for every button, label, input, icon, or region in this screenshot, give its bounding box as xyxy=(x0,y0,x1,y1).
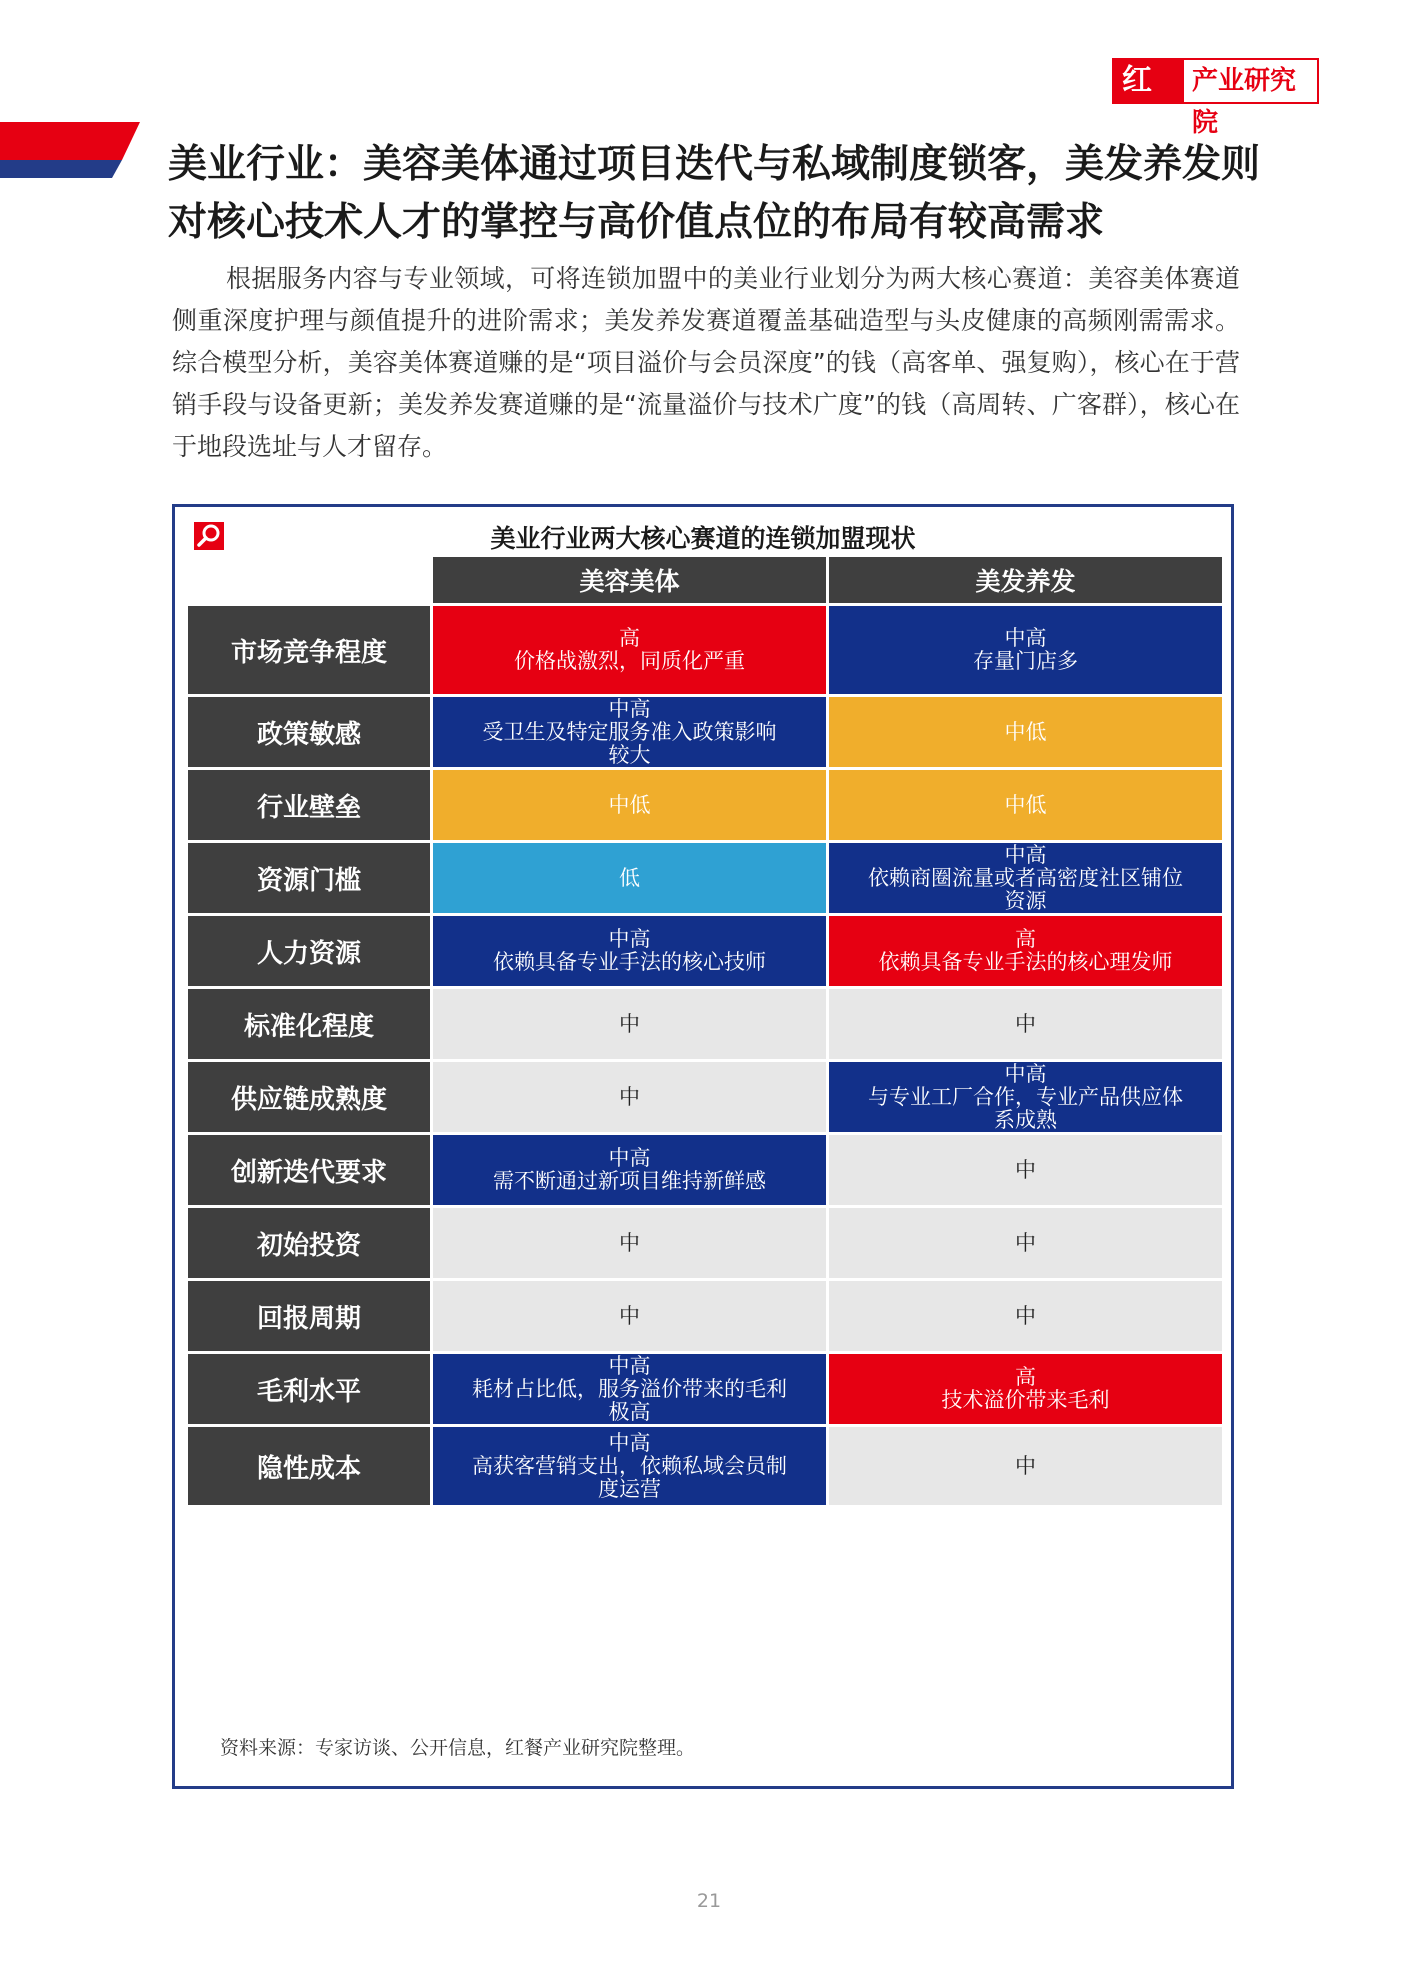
page-number: 21 xyxy=(696,1890,722,1912)
row-label: 行业壁垒 xyxy=(188,770,430,840)
table-title: 美业行业两大核心赛道的连锁加盟现状 xyxy=(490,524,916,553)
cell-line: 高获客营销支出，依赖私域会员制 xyxy=(472,1453,787,1478)
cell-line: 中低 xyxy=(608,792,651,817)
cell-line: 中 xyxy=(1015,1303,1036,1328)
cell-line: 中高 xyxy=(1004,1061,1047,1086)
column-header: 美发养发 xyxy=(829,557,1222,603)
cell-line: 极高 xyxy=(608,1399,651,1424)
row-label: 市场竞争程度 xyxy=(188,606,430,694)
row-label: 创新迭代要求 xyxy=(188,1135,430,1205)
table-cell xyxy=(829,697,1222,767)
table-cell xyxy=(829,1354,1222,1424)
table-cell xyxy=(433,1135,826,1205)
cell-line: 中 xyxy=(619,1084,640,1109)
cell-line: 中 xyxy=(1015,1011,1036,1036)
cell-line: 中 xyxy=(1015,1157,1036,1182)
table-cell xyxy=(829,843,1222,913)
row-label: 人力资源 xyxy=(188,916,430,986)
cell-line: 中 xyxy=(1015,1453,1036,1478)
table-cell xyxy=(433,1208,826,1278)
logo xyxy=(1112,58,1319,140)
column-header: 美容美体 xyxy=(433,557,826,603)
cell-line: 中高 xyxy=(608,927,651,951)
cell-line: 中 xyxy=(619,1303,640,1328)
cell-line: 资源 xyxy=(1004,888,1047,913)
table-cell xyxy=(829,989,1222,1059)
cell-line: 高 xyxy=(619,626,640,650)
cell-line: 受卫生及特定服务准入政策影响 xyxy=(482,719,777,744)
cell-line: 中低 xyxy=(1004,719,1047,744)
table-cell xyxy=(829,1208,1222,1278)
cell-line: 中 xyxy=(619,1011,640,1036)
cell-line: 高 xyxy=(1015,1365,1036,1389)
table-panel xyxy=(172,504,1234,1789)
table-cell xyxy=(433,770,826,840)
logo-institute: 产业研究院 xyxy=(1192,66,1297,138)
cell-line: 中高 xyxy=(608,1430,651,1455)
table-cell xyxy=(829,916,1222,986)
page-title: 美业行业：美容美体通过项目迭代与私域制度锁客，美发养发则对核心技术人才的掌控与高价值点位的布局有较高需求 xyxy=(168,142,1261,245)
cell-line: 技术溢价带来毛利 xyxy=(941,1388,1110,1412)
cell-line: 低 xyxy=(619,865,640,890)
table-cell xyxy=(829,1281,1222,1351)
table-corner xyxy=(188,557,430,603)
table-cell xyxy=(433,1281,826,1351)
cell-line: 价格战激烈，同质化严重 xyxy=(514,649,745,673)
table-cell xyxy=(829,770,1222,840)
table-cell xyxy=(829,1427,1222,1505)
comparison-table xyxy=(188,557,1222,1505)
cell-line: 度运营 xyxy=(598,1476,661,1501)
row-label: 毛利水平 xyxy=(188,1354,430,1424)
table-cell xyxy=(433,1062,826,1132)
table-cell xyxy=(433,606,826,694)
cell-line: 中 xyxy=(1015,1230,1036,1255)
table-cell xyxy=(433,989,826,1059)
table-cell xyxy=(433,1354,826,1424)
cell-line: 中低 xyxy=(1004,792,1047,817)
table-cell xyxy=(433,697,826,767)
cell-line: 依赖商圈流量或者高密度社区铺位 xyxy=(868,865,1183,890)
table-cell xyxy=(829,606,1222,694)
table-cell xyxy=(829,1135,1222,1205)
header-stripe-icon xyxy=(0,122,140,178)
cell-line: 中高 xyxy=(608,1146,651,1170)
cell-line: 存量门店多 xyxy=(973,649,1078,673)
row-label: 政策敏感 xyxy=(188,697,430,767)
row-label: 标准化程度 xyxy=(188,989,430,1059)
cell-line: 需不断通过新项目维持新鲜感 xyxy=(493,1169,766,1193)
cell-line: 中 xyxy=(619,1230,640,1255)
intro-paragraph: 根据服务内容与专业领域，可将连锁加盟中的美业行业划分为两大核心赛道：美容美体赛道侧重深度护理与颜值提升的进阶需求；美发养发赛道覆盖基础造型与头皮健康的高频刚需需求。综合模型分析，美容美体赛道赚的是“项目溢价与会员深度”的钱（高客单、强复购），核心在于营销手段与设备更新；美发养发赛道赚的是“流量溢价与技术广度”的钱（高周转、广客群），核心在于地段选址与人才留存。 xyxy=(172,264,1240,461)
cell-line: 中高 xyxy=(608,696,651,721)
table-cell xyxy=(829,1062,1222,1132)
row-label: 资源门槛 xyxy=(188,843,430,913)
row-label: 供应链成熟度 xyxy=(188,1062,430,1132)
row-label: 初始投资 xyxy=(188,1208,430,1278)
cell-line: 系成熟 xyxy=(994,1107,1057,1132)
logo-brand: 红餐 xyxy=(1114,60,1184,102)
table-cell xyxy=(433,1427,826,1505)
cell-line: 中高 xyxy=(608,1353,651,1378)
cell-line: 较大 xyxy=(608,742,651,767)
source-note: 资料来源：专家访谈、公开信息，红餐产业研究院整理。 xyxy=(220,1737,696,1759)
cell-line: 耗材占比低，服务溢价带来的毛利 xyxy=(472,1376,787,1401)
table-cell xyxy=(433,916,826,986)
cell-line: 依赖具备专业手法的核心理发师 xyxy=(878,950,1173,974)
cell-line: 中高 xyxy=(1004,626,1047,650)
cell-line: 中高 xyxy=(1004,842,1047,867)
row-label: 回报周期 xyxy=(188,1281,430,1351)
cell-line: 与专业工厂合作，专业产品供应体 xyxy=(868,1084,1183,1109)
row-label: 隐性成本 xyxy=(188,1427,430,1505)
cell-line: 依赖具备专业手法的核心技师 xyxy=(493,950,766,974)
cell-line: 高 xyxy=(1015,927,1036,951)
table-cell xyxy=(433,843,826,913)
